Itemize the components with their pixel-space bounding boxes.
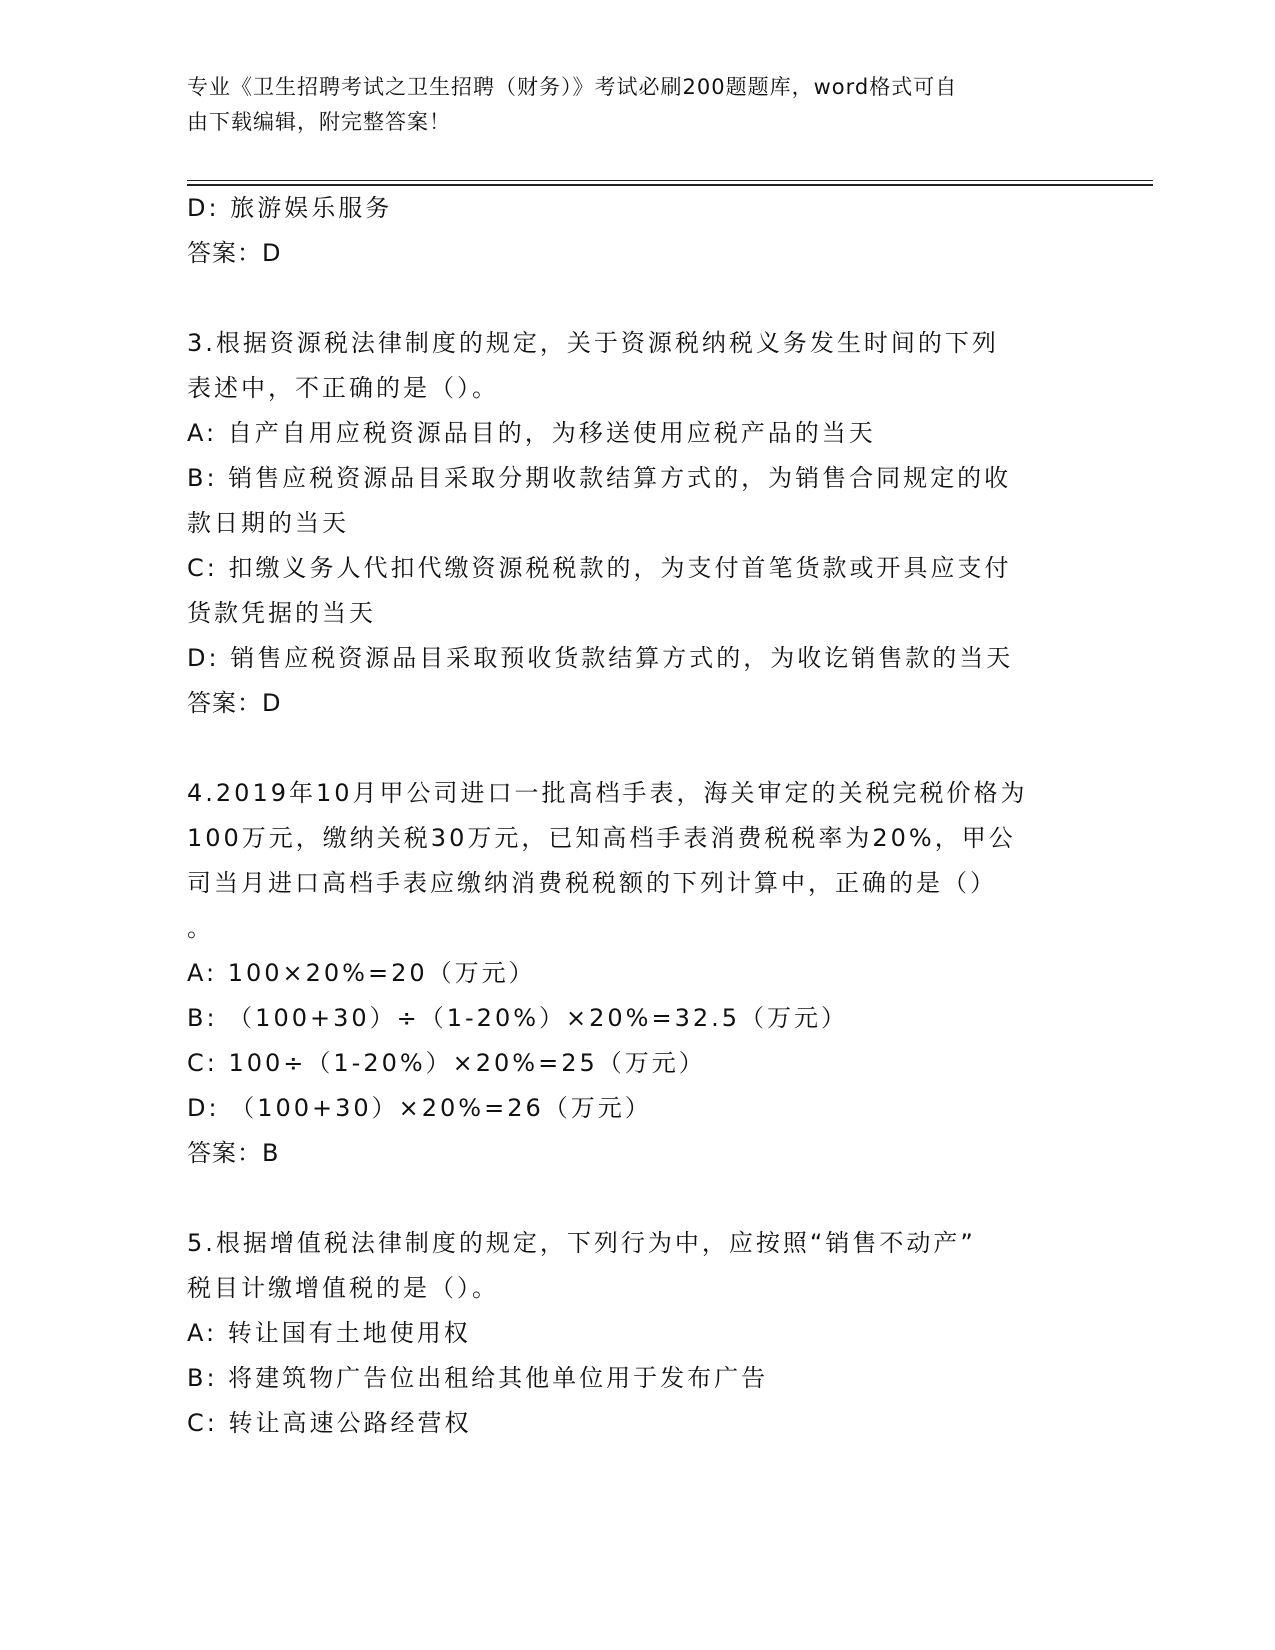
option-text: B: 将建筑物广告位出租给其他单位用于发布广告 bbox=[187, 1364, 769, 1392]
block-spacer bbox=[187, 276, 1087, 321]
question-text: 。 bbox=[187, 914, 214, 942]
option-text: B: （100+30）÷（1-20%）×20%=32.5（万元） bbox=[187, 1004, 849, 1032]
option-text: B: 销售应税资源品目采取分期收款结算方式的，为销售合同规定的收 bbox=[187, 464, 1012, 492]
answer-text: 答案：D bbox=[187, 239, 282, 267]
question-text: 税目计缴增值税的是（）。 bbox=[187, 1274, 499, 1302]
option-text: 货款凭据的当天 bbox=[187, 599, 376, 627]
option-text: A: 转让国有土地使用权 bbox=[187, 1319, 471, 1347]
option-text: C: 100÷（1-20%）×20%=25（万元） bbox=[187, 1049, 706, 1077]
option-text: D: 销售应税资源品目采取预收货款结算方式的，为收讫销售款的当天 bbox=[187, 644, 1014, 672]
block-spacer bbox=[187, 726, 1087, 771]
option-text: D: 旅游娱乐服务 bbox=[187, 194, 393, 222]
question-text: 表述中，不正确的是（）。 bbox=[187, 374, 499, 402]
answer-text: 答案：B bbox=[187, 1139, 280, 1167]
question-text: 5.根据增值税法律制度的规定，下列行为中，应按照“销售不动产” bbox=[187, 1229, 976, 1257]
question-text: 100万元，缴纳关税30万元，已知高档手表消费税税率为20%，甲公 bbox=[187, 824, 1016, 852]
question-text: 3.根据资源税法律制度的规定，关于资源税纳税义务发生时间的下列 bbox=[187, 329, 999, 357]
option-text: A: 自产自用应税资源品目的，为移送使用应税产品的当天 bbox=[187, 419, 876, 447]
question-list bbox=[187, 186, 1087, 1446]
question-text: 4.2019年10月甲公司进口一批高档手表，海关审定的关税完税价格为 bbox=[187, 779, 1028, 807]
answer-text: 答案：D bbox=[187, 689, 282, 717]
option-text: D: （100+30）×20%=26（万元） bbox=[187, 1094, 652, 1122]
option-text: C: 转让高速公路经营权 bbox=[187, 1409, 472, 1437]
header-divider-thin bbox=[187, 180, 1153, 181]
option-text: 款日期的当天 bbox=[187, 509, 349, 537]
document-header bbox=[187, 70, 1087, 140]
question-text: 司当月进口高档手表应缴纳消费税税额的下列计算中，正确的是（） bbox=[187, 869, 997, 897]
header-line-2: 由下载编辑，附完整答案！ bbox=[187, 110, 451, 134]
header-line-1: 专业《卫生招聘考试之卫生招聘（财务）》考试必刷200题题库，word格式可自 bbox=[187, 75, 958, 99]
block-spacer bbox=[187, 1176, 1087, 1221]
option-text: C: 扣缴义务人代扣代缴资源税税款的，为支付首笔货款或开具应支付 bbox=[187, 554, 1012, 582]
option-text: A: 100×20%=20（万元） bbox=[187, 959, 536, 987]
